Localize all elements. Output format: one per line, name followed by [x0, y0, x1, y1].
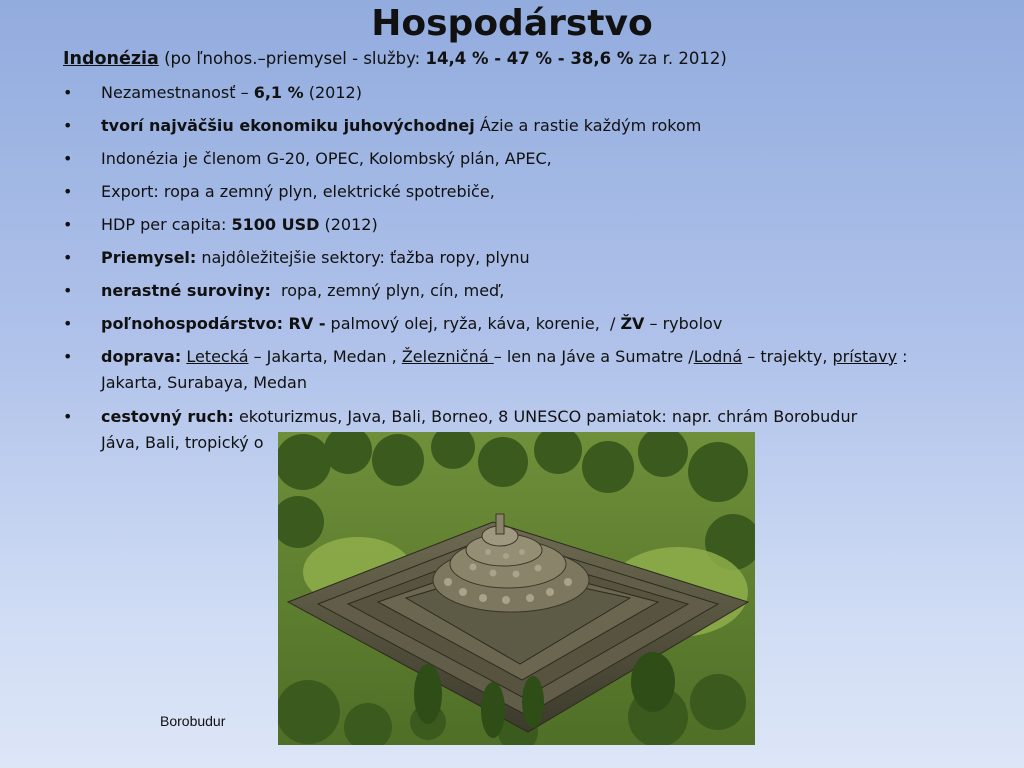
gdp-year: (2012): [319, 215, 378, 234]
bullet-dot: •: [63, 314, 73, 333]
bullet-dot: •: [63, 182, 73, 201]
rail-transport-text: – len na Jáve a Sumatre /: [493, 347, 694, 366]
bullet-dot: •: [63, 149, 73, 168]
air-transport-text: – Jakarta, Medan ,: [248, 347, 402, 366]
gdp-label: HDP per capita:: [101, 215, 232, 234]
bullet-transport: [63, 344, 968, 396]
bullet-export: [63, 179, 968, 204]
minerals-text: ropa, zemný plyn, cín, meď,: [270, 281, 505, 300]
bullet-minerals: [63, 278, 968, 303]
intro-values: 14,4 % - 47 % - 38,6 %: [425, 49, 634, 68]
economy-bold: tvorí najväčšiu ekonomiku juhovýchodnej: [101, 116, 475, 135]
membership-text: Indonézia je členom G-20, OPEC, Kolombský plán, APEC,: [101, 149, 552, 168]
bullet-economy: [63, 113, 968, 138]
export-text: Export: ropa a zemný plyn, elektrické spotrebiče,: [101, 182, 495, 201]
ports-text: : Jakarta, Surabaya, Medan: [101, 347, 908, 392]
borobudur-photo: [278, 432, 755, 745]
bullet-dot: •: [63, 83, 73, 102]
country-name: Indonézia: [63, 49, 159, 69]
industry-bold: Priemysel:: [101, 248, 197, 267]
livestock-bold: ŽV: [620, 314, 645, 333]
economy-text: Ázie a rastie každým rokom: [474, 116, 702, 135]
bullet-unemployment: [63, 80, 968, 105]
industry-text: najdôležitejšie sektory: ťažba ropy, plynu: [196, 248, 530, 267]
photo-caption: Borobudur: [160, 713, 226, 729]
agriculture-bold: poľnohospodárstvo: RV -: [101, 314, 326, 333]
unemployment-value: 6,1 %: [253, 83, 304, 102]
water-transport-text: – trajekty,: [742, 347, 833, 366]
air-transport-link: Letecká: [186, 347, 249, 366]
unemployment-year: (2012): [303, 83, 362, 102]
bullet-dot: •: [63, 248, 73, 267]
unemployment-label: Nezamestnanosť –: [101, 83, 254, 102]
bullet-list: [63, 80, 968, 464]
transport-bold: doprava:: [101, 347, 182, 366]
bullet-dot: •: [63, 116, 73, 135]
tourism-text-cont: Jáva, Bali, tropický o: [101, 433, 264, 452]
intro-line: [63, 46, 983, 72]
intro-pre: (po ľnohos.–priemysel - služby:: [158, 49, 426, 68]
ports-link: prístavy: [832, 347, 898, 366]
bullet-dot: •: [63, 281, 73, 300]
bullet-industry: [63, 245, 968, 270]
tourism-text: ekoturizmus, Java, Bali, Borneo, 8 UNESCO pamiatok: napr. chrám Borobudur: [233, 407, 858, 426]
bullet-dot: •: [63, 215, 73, 234]
intro-post: za r. 2012): [633, 49, 727, 68]
bullet-agriculture: [63, 311, 968, 336]
slide-title: Hospodárstvo: [371, 3, 653, 44]
bullet-gdp: [63, 212, 968, 237]
gdp-value: 5100 USD: [231, 215, 320, 234]
livestock-text: – rybolov: [644, 314, 723, 333]
bullet-dot: •: [63, 347, 73, 366]
water-transport-link: Lodná: [693, 347, 743, 366]
rail-transport-link: Železničná: [401, 347, 494, 366]
bullet-membership: [63, 146, 968, 171]
minerals-bold: nerastné suroviny:: [101, 281, 271, 300]
tourism-bold: cestovný ruch:: [101, 407, 234, 426]
agriculture-crops: palmový olej, ryža, káva, korenie, /: [325, 314, 621, 333]
bullet-dot: •: [63, 407, 73, 426]
